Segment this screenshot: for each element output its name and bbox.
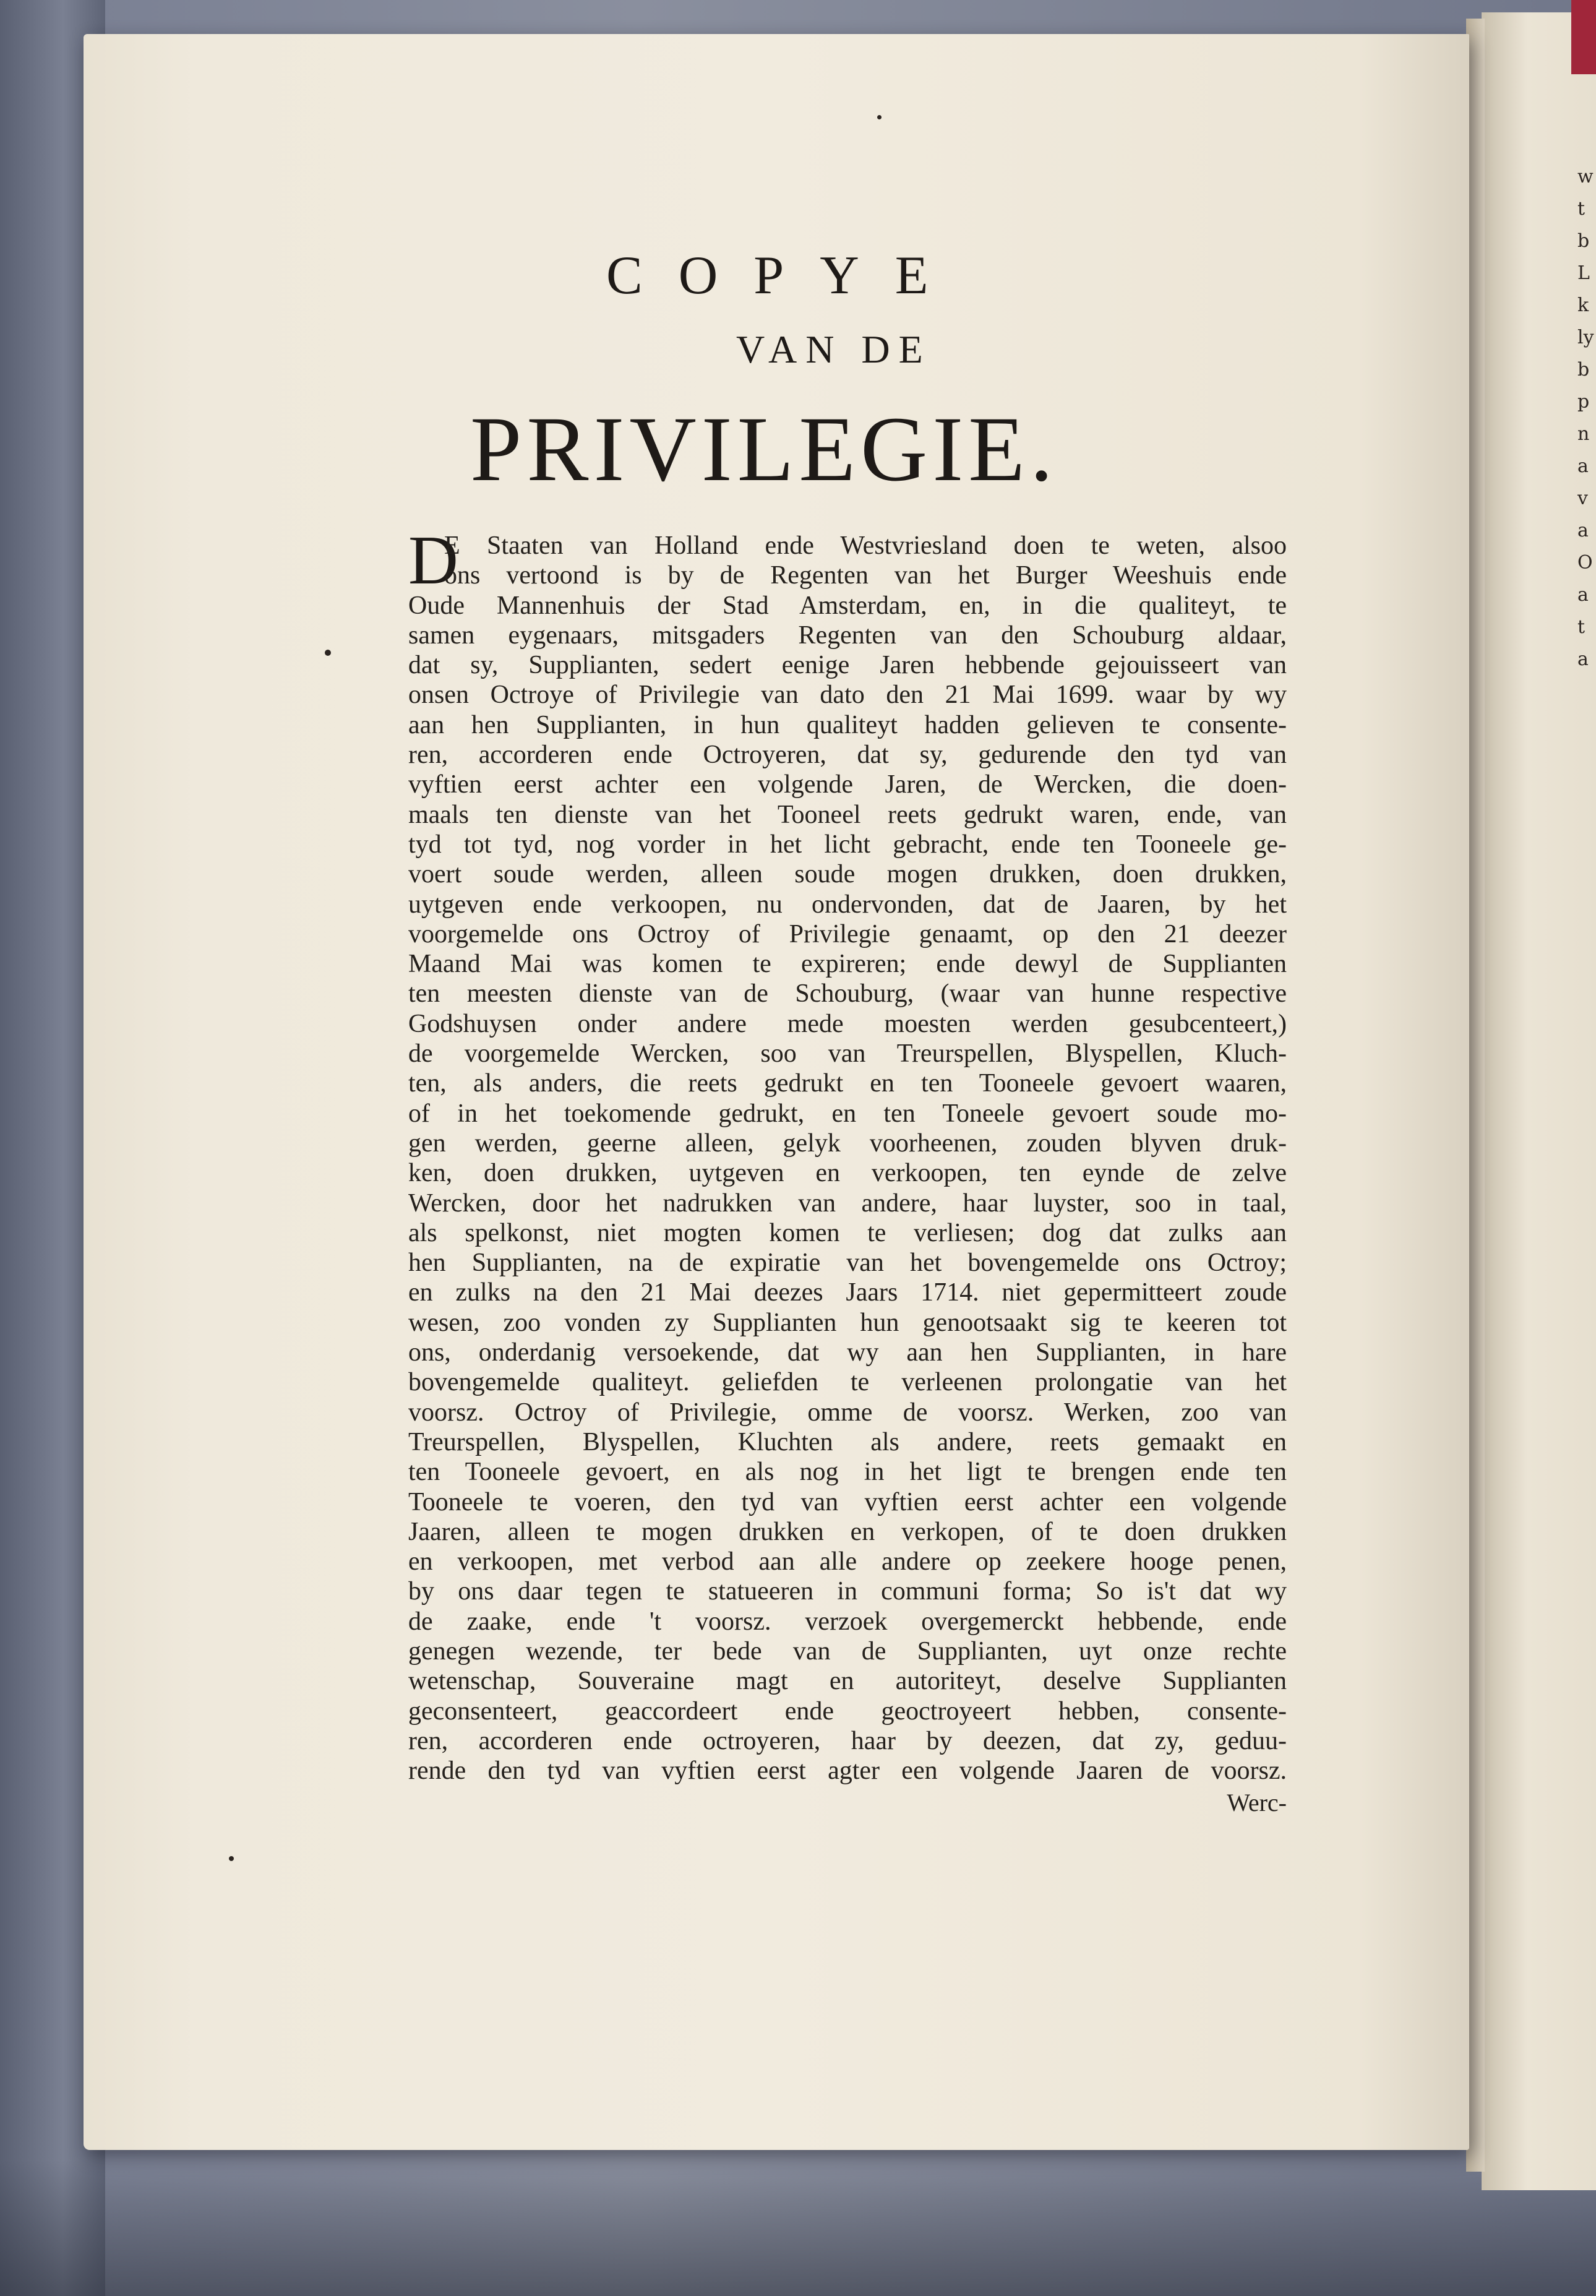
text-line: ren, accorderen ende octroyeren, haar by deezen, dat zy, geduu- — [408, 1726, 1287, 1755]
text-line: wetenschap, Souveraine magt en autoriteyt, deselve Supplianten — [408, 1667, 1287, 1696]
text-line: voorgemelde ons Octroy of Privilegie genaamt, op den 21 deezer — [408, 919, 1287, 948]
catchword: Werc- — [1227, 1789, 1287, 1817]
facing-page-letter: a — [1577, 520, 1589, 541]
facing-page-text — [1577, 161, 1596, 676]
text-line: vyftien eerst achter een volgende Jaren, de Wercken, die doen- — [408, 770, 1287, 799]
text-line: maals ten dienste van het Tooneel reets gedrukt waren, ende, van — [408, 800, 1287, 829]
text-line: Jaaren, alleen te mogen drukken en verkopen, of te doen drukken — [408, 1517, 1287, 1546]
text-line: by ons daar tegen te statueeren in communi forma; So is't dat wy — [408, 1577, 1287, 1606]
cloth-shadow — [0, 2160, 1596, 2296]
facing-page-letter: a — [1577, 455, 1589, 477]
text-line: ten, als anders, die reets gedrukt en ten Tooneele gevoert waaren, — [408, 1069, 1287, 1098]
text-line: samen eygenaars, mitsgaders Regenten van den Schouburg aldaar, — [408, 621, 1287, 650]
text-line: of in het toekomende gedrukt, en ten Toneele gevoert soude mo- — [408, 1099, 1287, 1128]
text-line: geconsenteert, geaccordeert ende geoctroyeert hebben, consente- — [408, 1696, 1287, 1726]
text-line: Maand Mai was komen te expireren; ende dewyl de Supplianten — [408, 950, 1287, 979]
title-van-de: VAN DE — [736, 327, 932, 371]
text-line: Godshuysen onder andere mede moesten werden gesubcenteert,) — [408, 1009, 1287, 1038]
facing-page-letter: O — [1577, 552, 1593, 574]
facing-page-letter: ly — [1577, 327, 1594, 348]
text-line: E Staaten van Holland ende Westvriesland doen te weten, alsoo — [444, 531, 1287, 560]
drop-cap: D — [408, 522, 458, 599]
text-line: aan hen Supplianten, in hun qualiteyt hadden gelieven te consente- — [408, 710, 1287, 739]
text-line: Wercken, door het nadrukken van andere, haar luyster, soo in taal, — [408, 1189, 1287, 1218]
text-line: onsen Octroye of Privilegie van dato den 21 Mai 1699. waar by wy — [408, 681, 1287, 710]
text-line: genegen wezende, ter bede van de Supplianten, uyt onze rechte — [408, 1636, 1287, 1666]
text-line: dat sy, Supplianten, sedert eenige Jaren hebbende gejouisseert van — [408, 651, 1287, 680]
text-line: ten meesten dienste van de Schouburg, (waar van hunne respective — [408, 979, 1287, 1008]
facing-page-letter: t — [1577, 198, 1585, 220]
text-line: ons vertoond is by de Regenten van het Burger Weeshuis ende — [444, 561, 1287, 590]
text-line: hen Supplianten, na de expiratie van het bovengemelde ons Octroy; — [408, 1249, 1287, 1278]
text-line: ren, accorderen ende Octroyeren, dat sy, gedurende den tyd van — [408, 741, 1287, 770]
facing-page-letter: v — [1577, 488, 1588, 509]
facing-page-letter: b — [1577, 230, 1590, 252]
text-line: ons, onderdanig versoekende, dat wy aan hen Supplianten, in hare — [408, 1338, 1287, 1367]
text-line: Tooneele te voeren, den tyd van vyftien eerst achter een volgende — [408, 1487, 1287, 1516]
text-line: voorsz. Octroy of Privilegie, omme de voorsz. Werken, zoo van — [408, 1398, 1287, 1427]
page-speck — [877, 115, 882, 119]
privilege-text — [408, 522, 1287, 1786]
facing-page-letter: a — [1577, 648, 1589, 670]
text-line: Oude Mannenhuis der Stad Amsterdam, en, in die qualiteyt, te — [408, 591, 1287, 620]
text-line: ken, doen drukken, uytgeven en verkoopen, ten eynde de zelve — [408, 1159, 1287, 1188]
facing-page-letter: t — [1577, 616, 1585, 638]
text-line: ten Tooneele gevoert, en als nog in het ligt te brengen ende ten — [408, 1458, 1287, 1487]
text-line: tyd tot tyd, nog vorder in het licht gebracht, ende ten Tooneele ge- — [408, 830, 1287, 859]
text-line: en zulks na den 21 Mai deezes Jaars 1714. niet gepermitteert zoude — [408, 1278, 1287, 1307]
facing-page-letter: n — [1577, 423, 1590, 445]
text-line: en verkoopen, met verbod aan alle andere op zeekere hooge penen, — [408, 1547, 1287, 1576]
facing-page-letter: p — [1577, 391, 1590, 413]
facing-page-letter: b — [1577, 359, 1590, 381]
text-line: de voorgemelde Wercken, soo van Treurspellen, Blyspellen, Kluch- — [408, 1039, 1287, 1068]
text-line: als spelkonst, niet mogten komen te verliesen; dog dat zulks aan — [408, 1218, 1287, 1247]
page-speck — [325, 650, 331, 656]
text-line: Treurspellen, Blyspellen, Kluchten als andere, reets gemaakt en — [408, 1427, 1287, 1456]
title-privilegie: PRIVILEGIE. — [470, 398, 1058, 501]
text-line: wesen, zoo vonden zy Supplianten hun genootsaakt sig te keeren tot — [408, 1308, 1287, 1337]
binding-edge — [1571, 0, 1596, 74]
facing-page-letter: w — [1577, 166, 1594, 187]
facing-page-letter: a — [1577, 584, 1589, 606]
text-line: de zaake, ende 't voorsz. verzoek overgemerckt hebbende, ende — [408, 1607, 1287, 1636]
text-line: bovengemelde qualiteyt. geliefden te verleenen prolongatie van het — [408, 1368, 1287, 1397]
facing-page-letter: k — [1577, 295, 1589, 316]
page-speck — [229, 1856, 234, 1861]
title-copye: COPYE — [606, 246, 964, 306]
text-line: uytgeven ende verkoopen, nu ondervonden, dat de Jaaren, by het — [408, 890, 1287, 919]
text-line: gen werden, geerne alleen, gelyk voorheenen, zouden blyven druk- — [408, 1129, 1287, 1158]
text-line: voert soude werden, alleen soude mogen drukken, doen drukken, — [408, 860, 1287, 889]
text-line: rende den tyd van vyftien eerst agter een volgende Jaaren de voorsz. — [408, 1756, 1287, 1786]
facing-page-letter: L — [1577, 262, 1590, 284]
